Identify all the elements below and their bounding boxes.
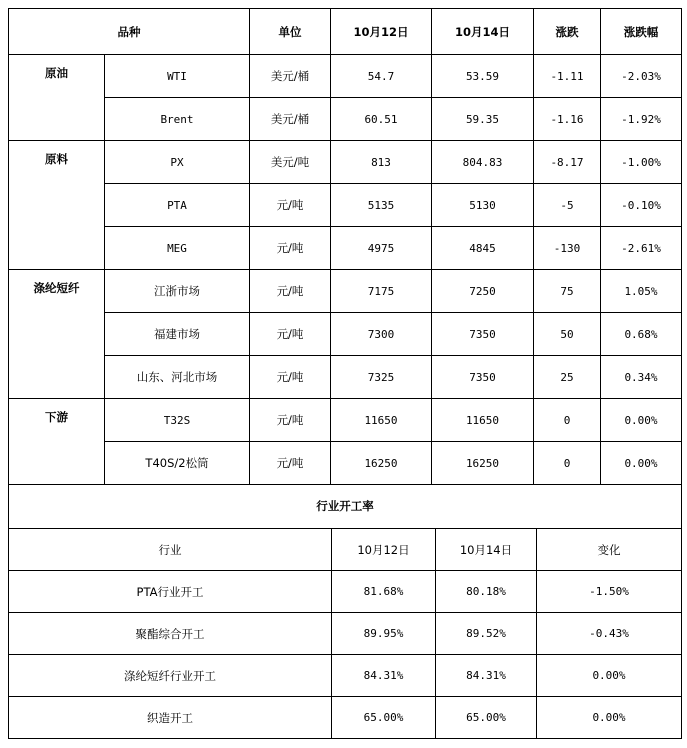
value-change: -8.17 xyxy=(534,141,601,184)
value-change: 50 xyxy=(534,313,601,356)
item-name: PTA xyxy=(105,184,250,227)
table-row xyxy=(9,399,682,442)
item-unit: 美元/桶 xyxy=(250,55,331,98)
value-change: -5 xyxy=(534,184,601,227)
value-change: 75 xyxy=(534,270,601,313)
value-date1: 11650 xyxy=(331,399,432,442)
value-change: 25 xyxy=(534,356,601,399)
value-date1: 7325 xyxy=(331,356,432,399)
value-date2: 7350 xyxy=(432,356,534,399)
value-date1: 81.68% xyxy=(332,571,436,613)
table-row xyxy=(9,227,682,270)
item-name: PX xyxy=(105,141,250,184)
table-row xyxy=(9,442,682,485)
value-change-pct: -0.10% xyxy=(601,184,682,227)
value-date1: 5135 xyxy=(331,184,432,227)
value-change-pct: 0.34% xyxy=(601,356,682,399)
value-date2: 59.35 xyxy=(432,98,534,141)
value-change-pct: -2.03% xyxy=(601,55,682,98)
table-row xyxy=(9,571,682,613)
header-date1: 10月12日 xyxy=(332,529,436,571)
item-unit: 元/吨 xyxy=(250,184,331,227)
value-date1: 84.31% xyxy=(332,655,436,697)
value-date2: 65.00% xyxy=(436,697,537,739)
header-variety: 品种 xyxy=(9,9,250,55)
header-change: 变化 xyxy=(537,529,682,571)
value-date2: 5130 xyxy=(432,184,534,227)
industry-name: 涤纶短纤行业开工 xyxy=(9,655,332,697)
value-date2: 84.31% xyxy=(436,655,537,697)
item-unit: 元/吨 xyxy=(250,227,331,270)
industry-name: 织造开工 xyxy=(9,697,332,739)
value-date1: 4975 xyxy=(331,227,432,270)
value-change: -130 xyxy=(534,227,601,270)
value-date1: 89.95% xyxy=(332,613,436,655)
item-name: 福建市场 xyxy=(105,313,250,356)
price-table xyxy=(8,8,682,485)
value-date2: 804.83 xyxy=(432,141,534,184)
value-change: 0.00% xyxy=(537,697,682,739)
table-row xyxy=(9,270,682,313)
item-name: Brent xyxy=(105,98,250,141)
item-unit: 美元/吨 xyxy=(250,141,331,184)
value-date2: 80.18% xyxy=(436,571,537,613)
header-change: 涨跌 xyxy=(534,9,601,55)
value-change-pct: 1.05% xyxy=(601,270,682,313)
value-change-pct: -2.61% xyxy=(601,227,682,270)
industry-name: 聚酯综合开工 xyxy=(9,613,332,655)
value-date2: 11650 xyxy=(432,399,534,442)
value-date1: 16250 xyxy=(331,442,432,485)
price-header-row xyxy=(9,9,682,55)
category-cell: 涤纶短纤 xyxy=(9,270,105,399)
value-change: 0.00% xyxy=(537,655,682,697)
value-change: 0 xyxy=(534,399,601,442)
value-date2: 4845 xyxy=(432,227,534,270)
table-row xyxy=(9,356,682,399)
table-row xyxy=(9,184,682,227)
value-change-pct: -1.00% xyxy=(601,141,682,184)
value-change: -1.11 xyxy=(534,55,601,98)
value-date2: 7250 xyxy=(432,270,534,313)
value-change: -1.50% xyxy=(537,571,682,613)
item-unit: 元/吨 xyxy=(250,442,331,485)
rate-table-title: 行业开工率 xyxy=(9,484,682,529)
rate-title-row xyxy=(9,484,682,529)
value-change-pct: 0.00% xyxy=(601,442,682,485)
table-row xyxy=(9,697,682,739)
value-change-pct: -1.92% xyxy=(601,98,682,141)
table-row xyxy=(9,655,682,697)
value-date1: 7175 xyxy=(331,270,432,313)
table-row xyxy=(9,98,682,141)
table-row xyxy=(9,613,682,655)
item-name: MEG xyxy=(105,227,250,270)
header-date2: 10月14日 xyxy=(432,9,534,55)
value-date2: 53.59 xyxy=(432,55,534,98)
header-industry: 行业 xyxy=(9,529,332,571)
item-unit: 元/吨 xyxy=(250,313,331,356)
item-name: T32S xyxy=(105,399,250,442)
operating-rate-table xyxy=(8,484,682,739)
value-date2: 89.52% xyxy=(436,613,537,655)
item-unit: 元/吨 xyxy=(250,270,331,313)
item-name: T40S/2松筒 xyxy=(105,442,250,485)
header-unit: 单位 xyxy=(250,9,331,55)
table-row xyxy=(9,141,682,184)
value-date1: 813 xyxy=(331,141,432,184)
item-unit: 元/吨 xyxy=(250,356,331,399)
value-change: -0.43% xyxy=(537,613,682,655)
value-date2: 7350 xyxy=(432,313,534,356)
item-name: 江浙市场 xyxy=(105,270,250,313)
value-date1: 7300 xyxy=(331,313,432,356)
rate-header-row xyxy=(9,529,682,571)
industry-name: PTA行业开工 xyxy=(9,571,332,613)
table-row xyxy=(9,55,682,98)
value-change: -1.16 xyxy=(534,98,601,141)
value-date2: 16250 xyxy=(432,442,534,485)
item-name: WTI xyxy=(105,55,250,98)
value-date1: 54.7 xyxy=(331,55,432,98)
category-cell: 下游 xyxy=(9,399,105,485)
item-unit: 元/吨 xyxy=(250,399,331,442)
header-date2: 10月14日 xyxy=(436,529,537,571)
value-change-pct: 0.68% xyxy=(601,313,682,356)
header-change-pct: 涨跌幅 xyxy=(601,9,682,55)
header-date1: 10月12日 xyxy=(331,9,432,55)
value-date1: 60.51 xyxy=(331,98,432,141)
value-change-pct: 0.00% xyxy=(601,399,682,442)
value-change: 0 xyxy=(534,442,601,485)
table-row xyxy=(9,313,682,356)
category-cell: 原油 xyxy=(9,55,105,141)
item-name: 山东、河北市场 xyxy=(105,356,250,399)
category-cell: 原料 xyxy=(9,141,105,270)
item-unit: 美元/桶 xyxy=(250,98,331,141)
value-date1: 65.00% xyxy=(332,697,436,739)
